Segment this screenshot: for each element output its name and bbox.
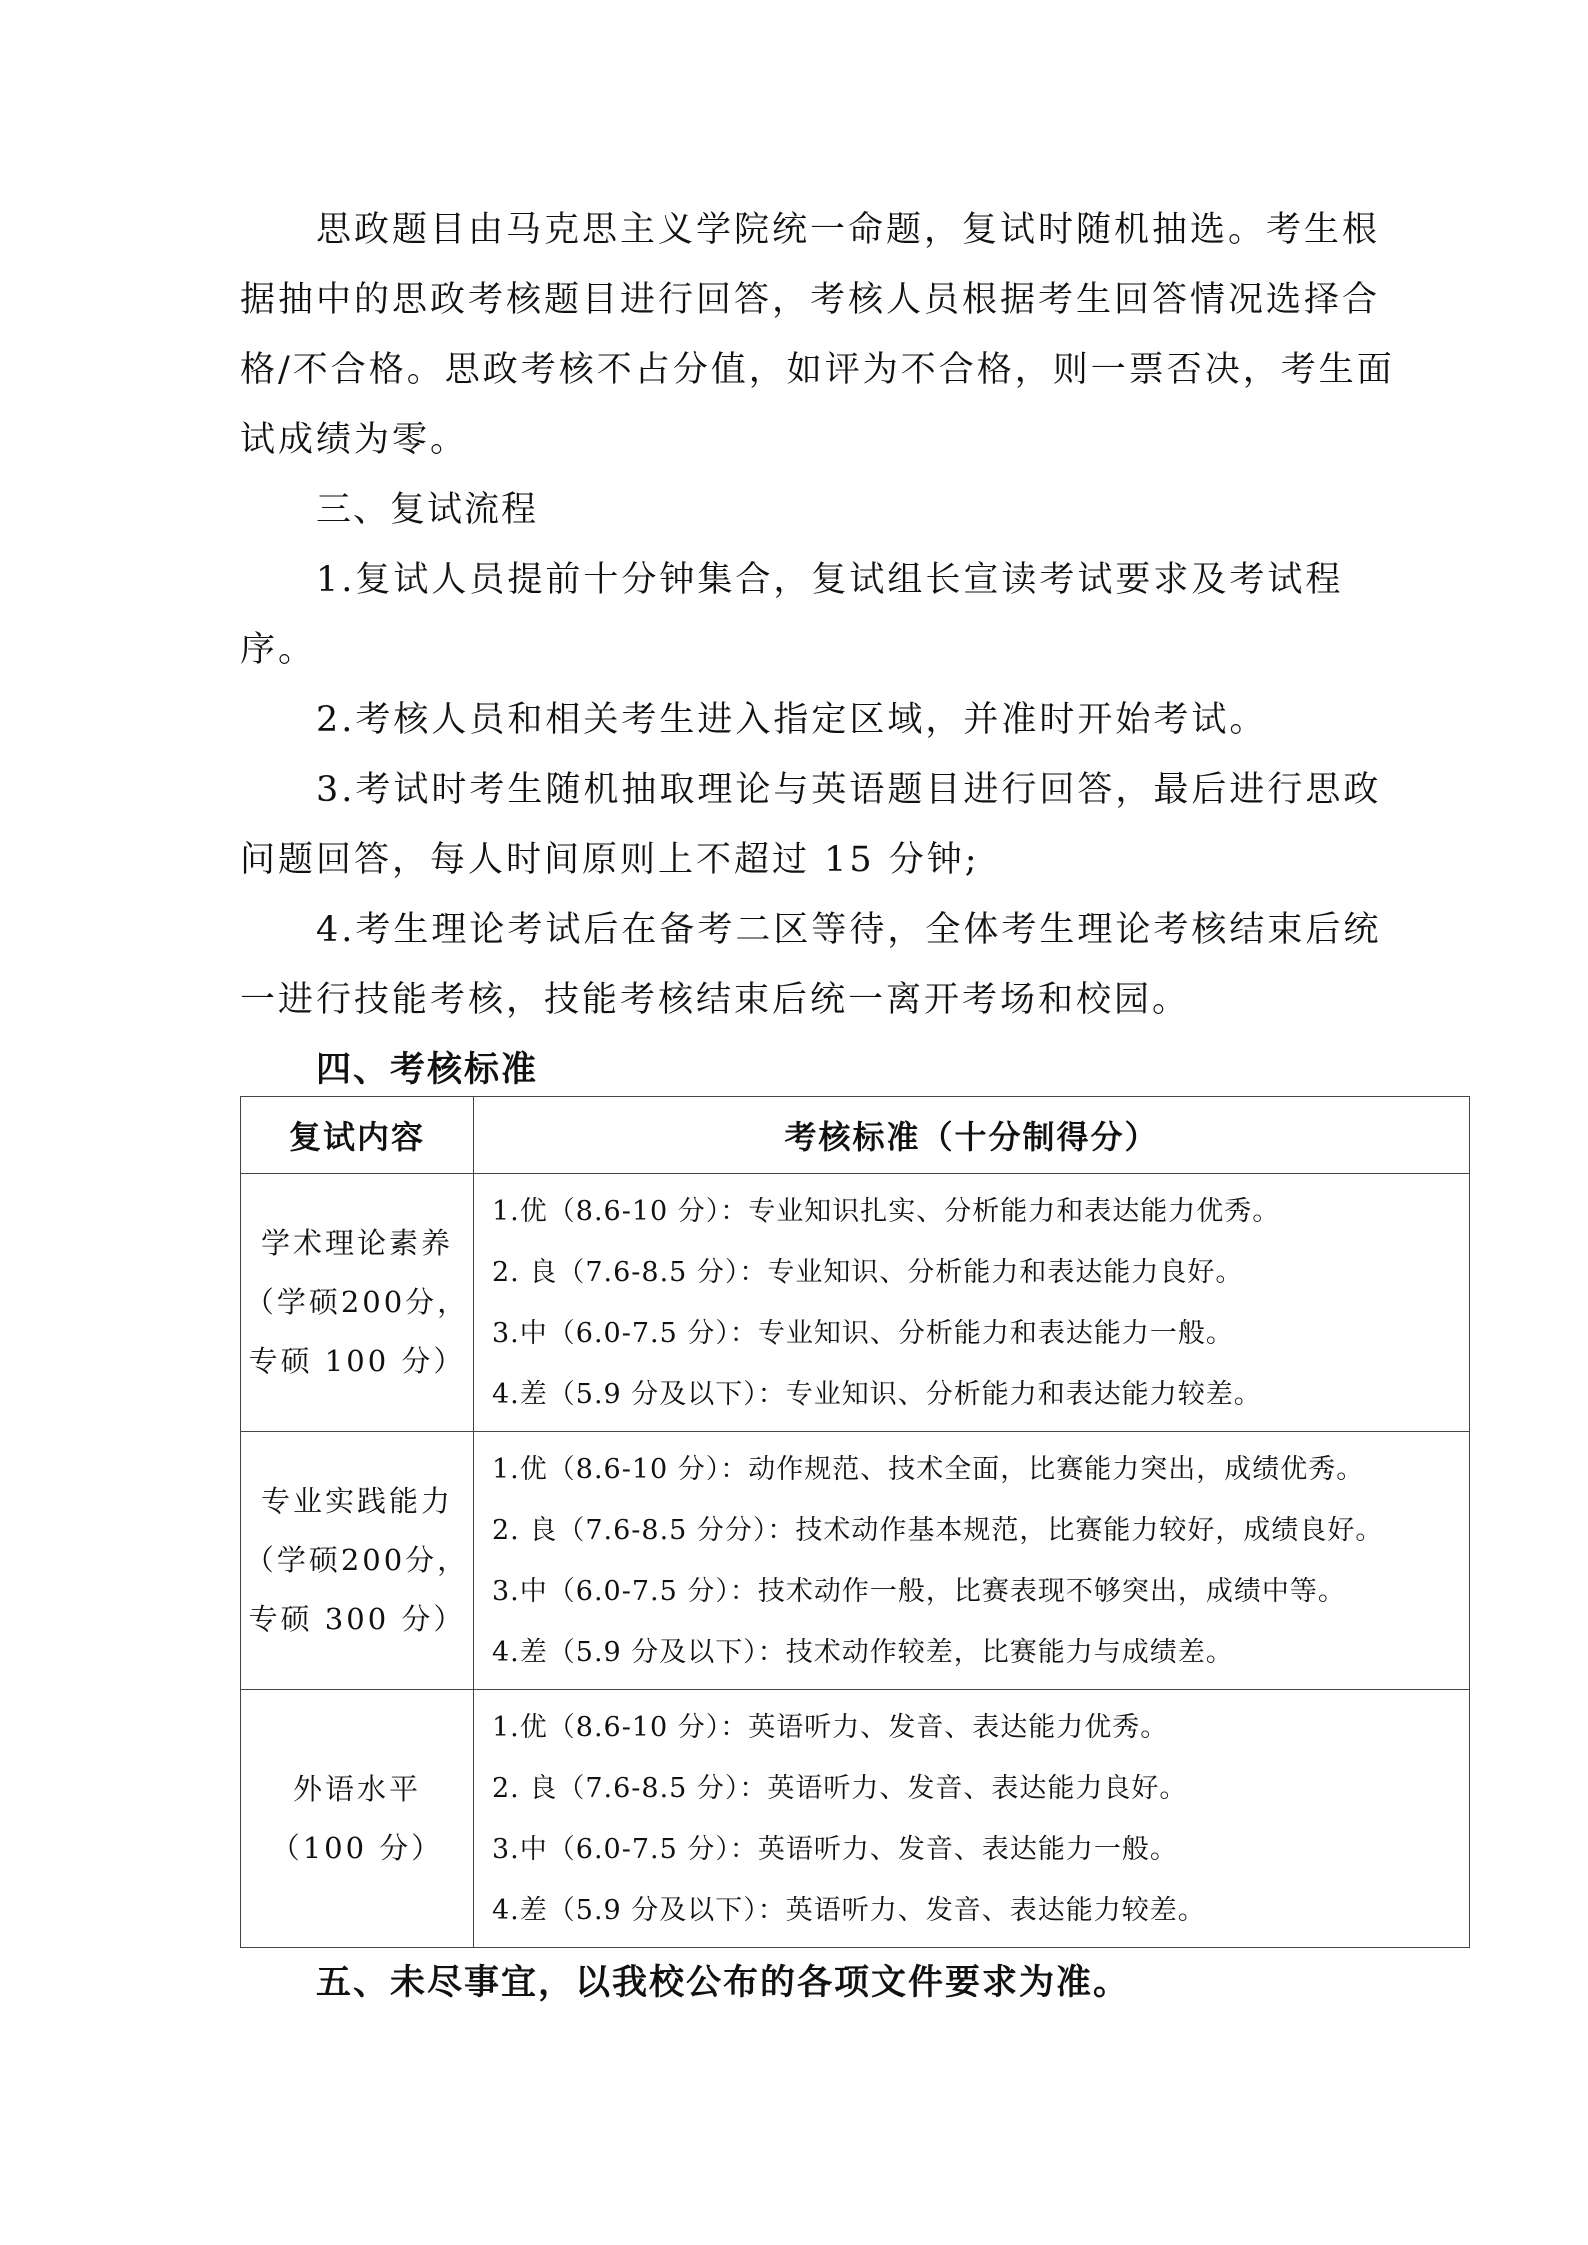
process-step-2: 2.考核人员和相关考生进入指定区域，并准时开始考试。 (316, 700, 1268, 740)
process-step-3: 3.考试时考生随机抽取理论与英语题目进行回答，最后进行思政问题回答，每人时间原则上不超过 15 分钟; (240, 770, 1382, 880)
table-header-row (241, 1097, 1470, 1174)
item-line: 专业实践能力 (260, 1484, 453, 1518)
item-line: （100 分） (270, 1830, 444, 1865)
document-body (240, 195, 1410, 1105)
criteria-line: 3.中（6.0-7.5 分）：技术动作一般，比赛表现不够突出，成绩中等。 (492, 1575, 1346, 1607)
item-line: 学术理论素养 (260, 1226, 453, 1260)
section-heading-misc: 五、未尽事宜，以我校公布的各项文件要求为准。 (316, 1963, 1131, 2003)
section-heading-process: 三、复试流程 (316, 490, 539, 530)
table-cell-item (241, 1432, 474, 1690)
item-line: 外语水平 (292, 1771, 421, 1806)
table-cell-item (241, 1690, 474, 1948)
table-cell-criteria (474, 1690, 1470, 1948)
criteria-line: 1.优（8.6-10 分）：英语听力、发音、表达能力优秀。 (492, 1711, 1169, 1743)
criteria-line: 3.中（6.0-7.5 分）：专业知识、分析能力和表达能力一般。 (492, 1317, 1234, 1349)
table-row (241, 1432, 1470, 1690)
process-step-4: 4.考生理论考试后在备考二区等待，全体考生理论考核结束后统一进行技能考核，技能考核结束后统一离开考场和校园。 (240, 910, 1382, 1020)
table-header-content: 复试内容 (241, 1097, 474, 1174)
item-line: 专硕 300 分） (248, 1602, 466, 1636)
table-row (241, 1690, 1470, 1948)
assessment-standards-table (240, 1096, 1470, 1948)
criteria-line: 2. 良（7.6-8.5 分分）：技术动作基本规范，比赛能力较好，成绩良好。 (492, 1514, 1384, 1546)
criteria-line: 2. 良（7.6-8.5 分）：专业知识、分析能力和表达能力良好。 (492, 1256, 1244, 1288)
table-row (241, 1174, 1470, 1432)
criteria-line: 4.差（5.9 分及以下）：技术动作较差，比赛能力与成绩差。 (492, 1636, 1234, 1668)
item-line: （学硕200分， (244, 1285, 470, 1319)
item-line: 专硕 100 分） (248, 1344, 466, 1378)
criteria-line: 2. 良（7.6-8.5 分）：英语听力、发音、表达能力良好。 (492, 1772, 1188, 1804)
table-cell-criteria (474, 1432, 1470, 1690)
item-line: （学硕200分， (244, 1543, 470, 1577)
table-cell-item (241, 1174, 474, 1432)
criteria-line: 4.差（5.9 分及以下）：专业知识、分析能力和表达能力较差。 (492, 1378, 1262, 1410)
section-heading-standards: 四、考核标准 (316, 1050, 539, 1090)
table-cell-criteria (474, 1174, 1470, 1432)
criteria-line: 4.差（5.9 分及以下）：英语听力、发音、表达能力较差。 (492, 1894, 1206, 1926)
paragraph-ideology-exam: 思政题目由马克思主义学院统一命题，复试时随机抽选。考生根据抽中的思政考核题目进行回答，考核人员根据考生回答情况选择合格/不合格。思政考核不占分值，如评为不合格，则一票否决，考生面试成绩为零。 (240, 210, 1395, 460)
criteria-line: 3.中（6.0-7.5 分）：英语听力、发音、表达能力一般。 (492, 1833, 1178, 1865)
criteria-line: 1.优（8.6-10 分）：专业知识扎实、分析能力和表达能力优秀。 (492, 1195, 1281, 1227)
table-header-criteria: 考核标准（十分制得分） (474, 1097, 1470, 1174)
process-step-1: 1.复试人员提前十分钟集合，复试组长宣读考试要求及考试程序。 (240, 560, 1344, 670)
criteria-line: 1.优（8.6-10 分）：动作规范、技术全面，比赛能力突出，成绩优秀。 (492, 1453, 1365, 1485)
